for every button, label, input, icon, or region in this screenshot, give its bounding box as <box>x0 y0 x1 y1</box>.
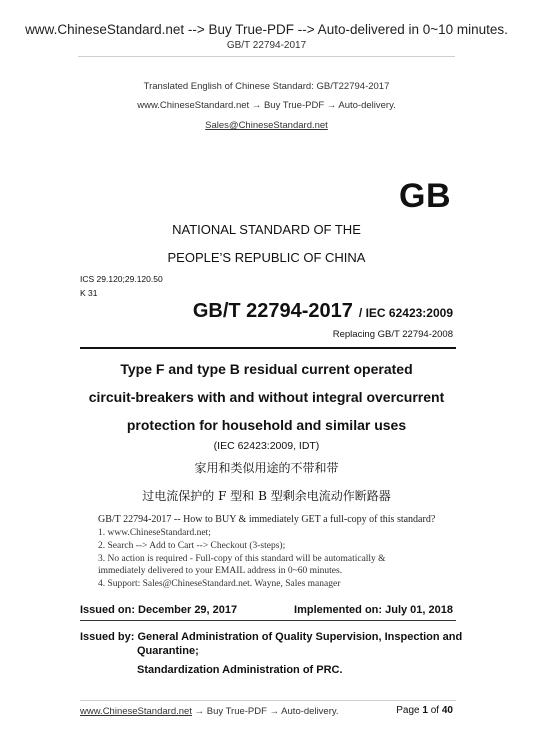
footer-text: → Buy True-PDF → Auto-delivery. <box>191 706 339 717</box>
header-banner: www.ChineseStandard.net --> Buy True-PDF --> Auto-delivered in 0~10 minutes. <box>25 22 508 37</box>
national-line-2: PEOPLE’S REPUBLIC OF CHINA <box>167 250 366 265</box>
issued-date: Issued on: December 29, 2017 <box>80 604 238 616</box>
idt-note: (IEC 62423:2009, IDT) <box>213 440 320 452</box>
standard-code <box>193 300 453 323</box>
gb-logo: GB <box>399 177 451 215</box>
buy-item[interactable]: 1. www.ChineseStandard.net; <box>98 528 211 538</box>
translation-line: Translated English of Chinese Standard: GB/T22794-2017 <box>143 81 390 92</box>
page-of: of <box>427 705 442 716</box>
buy-item: 3. No action is required - Full-copy of this standard will be automatically & <box>98 554 386 564</box>
header-code: GB/T 22794-2017 <box>226 40 307 51</box>
buy-item: 4. Support: Sales@ChineseStandard.net. Wayne, Sales manager <box>98 579 341 589</box>
buy-item: immediately delivered to your EMAIL address in 0~60 minutes. <box>98 566 343 576</box>
national-line-1: NATIONAL STANDARD OF THE <box>172 222 361 237</box>
issued-by-line-2: Quarantine; <box>137 645 199 657</box>
title-line-3: protection for household and similar uses <box>126 417 407 433</box>
title-line-2: circuit-breakers with and without integral overcurrent <box>88 389 445 405</box>
gb-number: GB/T 22794-2017 <box>192 300 353 322</box>
issued-by-line-3: Standardization Administration of PRC. <box>137 664 343 676</box>
header-divider <box>78 56 455 57</box>
buy-item: 2. Search --> Add to Cart --> Checkout (3-steps); <box>98 541 286 551</box>
site-link[interactable]: www.ChineseStandard.net → Buy True-PDF → Auto-delivery. <box>137 100 396 111</box>
issued-by-line-1: Issued by: General Administration of Quality Supervision, Inspection and <box>80 631 463 643</box>
page-number: 1 <box>422 705 428 716</box>
ics-code: ICS 29.120;29.120.50 <box>80 274 163 284</box>
footer-divider <box>80 700 456 701</box>
title-line-1: Type F and type B residual current operated <box>120 361 413 377</box>
page-label: Page <box>396 705 423 716</box>
title-divider <box>80 347 456 349</box>
email-link[interactable]: Sales@ChineseStandard.net <box>205 120 328 131</box>
page-indicator <box>396 705 453 716</box>
iec-number: / IEC 62423:2009 <box>358 306 453 320</box>
k-code: K 31 <box>80 288 98 298</box>
footer-site-link[interactable]: www.ChineseStandard.net <box>80 706 192 717</box>
dates-divider <box>80 620 456 621</box>
chinese-title-1: 家用和类似用途的不带和带 <box>194 461 339 475</box>
buy-heading: GB/T 22794-2017 -- How to BUY & immediately GET a full-copy of this standard? <box>98 514 436 525</box>
chinese-title-2: 过电流保护的 F 型和 B 型剩余电流动作断路器 <box>142 489 391 503</box>
footer-links <box>80 706 339 717</box>
implemented-date: Implemented on: July 01, 2018 <box>294 604 453 616</box>
page-total: 40 <box>441 705 453 716</box>
replacing-note: Replacing GB/T 22794-2008 <box>332 329 453 340</box>
